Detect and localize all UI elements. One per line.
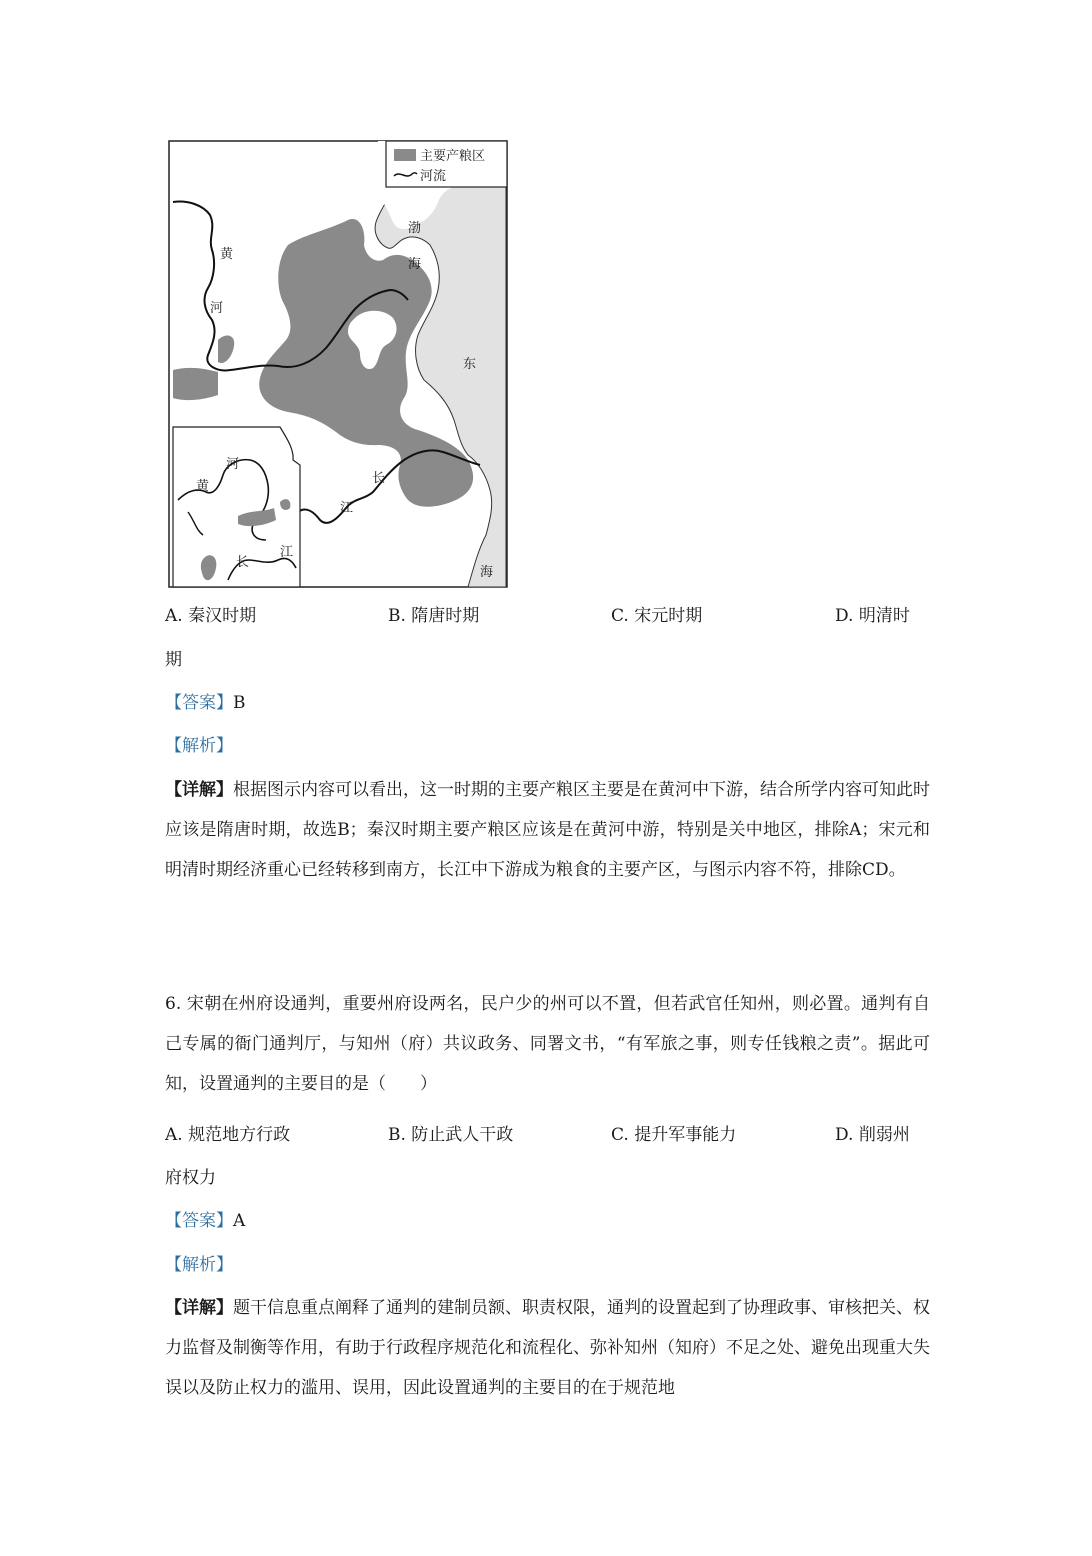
q6-answer-tag: 【答案】 — [165, 1211, 233, 1231]
label-dong: 东 — [463, 357, 477, 372]
label-hai2: 海 — [480, 565, 494, 580]
q5-detail-paragraph — [165, 770, 930, 890]
q5-option-d: D. 明清时 — [835, 606, 910, 626]
q6-stem: 6. 宋朝在州府设通判，重要州府设两名，民户少的州可以不置，但若武官任知州，则必置。通判有自己专属的衙门通判厅，与知州（府）共议政务、同署文书，“有军旅之事，则专任钱粮之责”。据此可知，设置通判的主要目的是（ ） — [165, 994, 930, 1094]
legend-grain-label: 主要产粮区 — [420, 149, 486, 164]
q5-option-b: B. 隋唐时期 — [388, 606, 480, 626]
q5-analysis-tag: 【解析】 — [165, 736, 233, 756]
inset-label-huang: 黄 — [196, 479, 210, 494]
q5-option-c: C. 宋元时期 — [611, 606, 703, 626]
label-jiang: 江 — [340, 501, 354, 516]
q6-analysis-line — [165, 1253, 233, 1277]
grain-area-map — [168, 140, 508, 588]
q5-option-d-continued: 期 — [165, 650, 182, 670]
q5-analysis-line — [165, 734, 233, 758]
inset-label-chang: 长 — [236, 555, 250, 570]
q5-detail-text: 根据图示内容可以看出，这一时期的主要产粮区主要是在黄河中下游，结合所学内容可知此时应该是隋唐时期，故选B；秦汉时期主要产粮区应该是在黄河中游，特别是关中地区，排除A；宋元和明清时期经济重心已经转移到南方，长江中下游成为粮食的主要产区，与图示内容不符，排除CD。 — [165, 780, 930, 880]
q5-answer-value: B — [233, 693, 246, 713]
q6-detail-text: 题干信息重点阐释了通判的建制员额、职责权限，通判的设置起到了协理政事、审核把关、权力监督及制衡等作用，有助于行政程序规范化和流程化、弥补知州（知府）不足之处、避免出现重大失误以及防止权力的滥用、误用，因此设置通判的主要目的在于规范地 — [165, 1298, 930, 1398]
q6-option-d: D. 削弱州 — [835, 1125, 910, 1145]
inset-label-jiang: 江 — [280, 545, 294, 560]
q6-analysis-tag: 【解析】 — [165, 1255, 233, 1275]
q5-answer-line — [165, 691, 246, 715]
q6-option-b: B. 防止武人干政 — [388, 1125, 514, 1145]
q6-detail-paragraph — [165, 1288, 930, 1408]
q5-answer-tag: 【答案】 — [165, 693, 233, 713]
q6-answer-line — [165, 1209, 245, 1233]
q6-detail-tag: 【详解】 — [165, 1298, 233, 1318]
q6-option-d-continued: 府权力 — [165, 1168, 216, 1188]
label-huang: 黄 — [220, 247, 234, 262]
q5-option-a: A. 秦汉时期 — [165, 606, 257, 626]
q5-detail-tag: 【详解】 — [165, 780, 233, 800]
legend-river-label: 河流 — [420, 169, 447, 184]
legend-grain-swatch — [394, 149, 416, 161]
q6-answer-value: A — [233, 1211, 246, 1231]
label-chang: 长 — [372, 471, 386, 486]
label-he: 河 — [210, 301, 224, 316]
inset-label-he: 河 — [226, 457, 240, 472]
label-hai: 海 — [408, 257, 422, 272]
q6-option-c: C. 提升军事能力 — [611, 1125, 737, 1145]
map-svg — [168, 140, 508, 588]
label-bo: 渤 — [408, 221, 422, 236]
q6-option-a: A. 规范地方行政 — [165, 1125, 291, 1145]
